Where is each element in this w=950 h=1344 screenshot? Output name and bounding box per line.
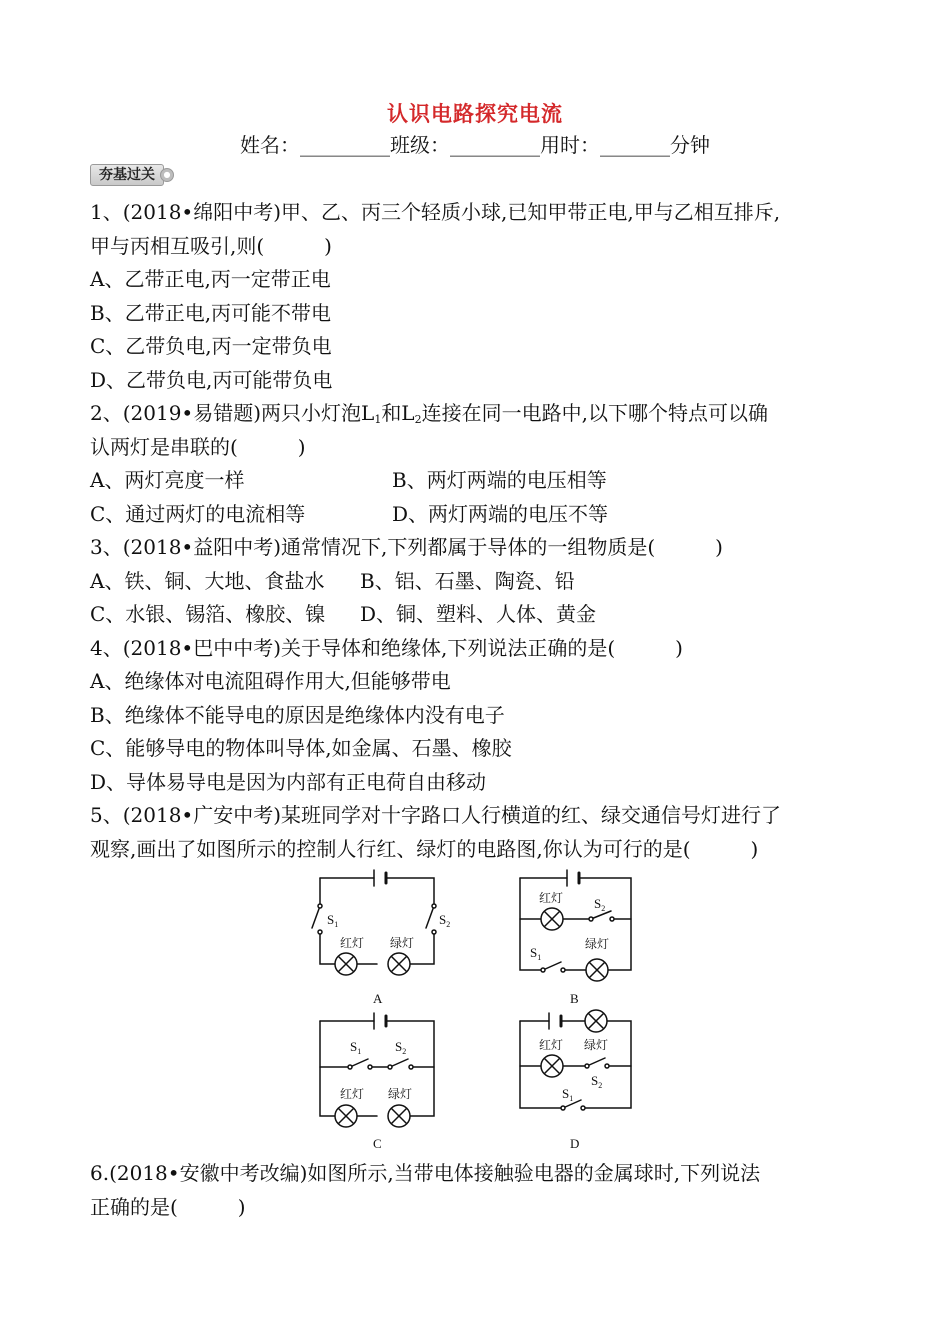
q5-stem-line2: 观察,画出了如图所示的控制人行红、绿灯的电路图,你认为可行的是( ) bbox=[90, 836, 759, 861]
q4-option-c: C、能够导电的物体叫导体,如金属、石墨、橡胶 bbox=[90, 736, 512, 760]
fig-b-red-lamp-label: 红灯 bbox=[539, 891, 564, 905]
q6-stem-line1: 6.(2018•安徽中考改编)如图所示,当带电体接触验电器的金属球时,下列说法 bbox=[90, 1161, 761, 1185]
q4-option-d: D、导体易导电是因为内部有正电荷自由移动 bbox=[90, 769, 487, 794]
q3-option-d: D、铜、塑料、人体、黄金 bbox=[360, 602, 597, 626]
q2-options-row1 bbox=[90, 464, 870, 498]
q5-stem-line1: 5、(2018•广安中考)某班同学对十字路口人行横道的红、绿交通信号灯进行了 bbox=[90, 803, 782, 827]
section-badge bbox=[90, 164, 174, 186]
q2-stem-line1: 2、(2019•易错题)两只小灯泡$L_1$和$L_2$连接在同一电路中,以下哪个特点可以确 bbox=[90, 401, 768, 426]
page-title: 认识电路探究电流 bbox=[387, 101, 563, 126]
fig-a-label: A bbox=[373, 991, 383, 1006]
circuit-c bbox=[320, 1013, 434, 1116]
q6-stem-line2: 正确的是( ) bbox=[90, 1194, 246, 1219]
q3-options-row1 bbox=[90, 565, 870, 599]
circuit-diagrams-figure bbox=[300, 866, 660, 1156]
q1-stem-line2: 甲与丙相互吸引,则( ) bbox=[90, 233, 332, 258]
question-list bbox=[90, 196, 870, 866]
q4-stem: 4、(2018•巴中中考)关于导体和绝缘体,下列说法正确的是( ) bbox=[90, 635, 683, 660]
fig-d-red-lamp-label: 红灯 bbox=[539, 1038, 564, 1052]
q4-option-b: B、绝缘体不能导电的原因是绝缘体内没有电子 bbox=[90, 702, 505, 727]
q2-option-d: D、两灯两端的电压不等 bbox=[392, 501, 609, 526]
name-class-time-line: 姓名：_________班级：_________用时：_______分钟 bbox=[240, 133, 710, 157]
q4-option-a: A、绝缘体对电流阻碍作用大,但能够带电 bbox=[90, 669, 451, 693]
q3-stem: 3、(2018•益阳中考)通常情况下,下列都属于导体的一组物质是( ) bbox=[90, 535, 723, 559]
q1-option-d: D、乙带负电,丙可能带负电 bbox=[90, 367, 333, 392]
fig-d-s1-label: $S_1$ bbox=[562, 1086, 574, 1103]
fig-d-label: D bbox=[570, 1136, 580, 1151]
q2-option-a: A、两灯亮度一样 bbox=[90, 468, 245, 492]
fig-b-s2-label: $S_2$ bbox=[594, 896, 606, 913]
fig-d-s2-label: $S_2$ bbox=[591, 1073, 603, 1090]
badge-dot-icon: ● bbox=[160, 168, 174, 182]
circuit-d bbox=[520, 1013, 631, 1110]
q2-options-row2 bbox=[90, 498, 870, 532]
q1-option-a: A、乙带正电,丙一定带正电 bbox=[90, 267, 331, 291]
fig-d-green-lamp-label: 绿灯 bbox=[584, 1038, 609, 1052]
q2-option-b: B、两灯两端的电压相等 bbox=[392, 468, 607, 492]
q3-option-b: B、铝、石墨、陶瓷、铅 bbox=[360, 568, 575, 593]
fig-b-label: B bbox=[570, 991, 579, 1006]
fig-b-s1-label: $S_1$ bbox=[530, 945, 542, 962]
q6 bbox=[90, 1156, 870, 1223]
fig-a-green-lamp-label: 绿灯 bbox=[390, 936, 415, 950]
fig-c-s1-label: $S_1$ bbox=[350, 1039, 362, 1056]
fig-b-green-lamp-label: 绿灯 bbox=[585, 937, 610, 951]
q1-option-b: B、乙带正电,丙可能不带电 bbox=[90, 300, 332, 325]
q3-option-a: A、铁、铜、大地、食盐水 bbox=[90, 568, 325, 593]
fig-c-green-lamp-label: 绿灯 bbox=[388, 1087, 413, 1101]
fig-a-s2-label: $S_2$ bbox=[439, 912, 451, 929]
fig-c-red-lamp-label: 红灯 bbox=[340, 1087, 365, 1101]
fig-c-label: C bbox=[373, 1136, 382, 1151]
fig-a-s1-label: $S_1$ bbox=[327, 912, 339, 929]
q1-option-c: C、乙带负电,丙一定带负电 bbox=[90, 334, 332, 358]
section-label: 夯基过关 bbox=[90, 164, 164, 186]
q1-stem-line1: 1、(2018•绵阳中考)甲、乙、丙三个轻质小球,已知甲带正电,甲与乙相互排斥, bbox=[90, 200, 781, 224]
q2-stem-line2: 认两灯是串联的( ) bbox=[90, 434, 306, 459]
q3-options-row2 bbox=[90, 598, 870, 632]
q2-option-c: C、通过两灯的电流相等 bbox=[90, 501, 306, 526]
fig-c-s2-label: $S_2$ bbox=[395, 1039, 407, 1056]
q3-option-c: C、水银、锡箔、橡胶、镍 bbox=[90, 602, 326, 626]
fig-a-red-lamp-label: 红灯 bbox=[340, 936, 365, 950]
